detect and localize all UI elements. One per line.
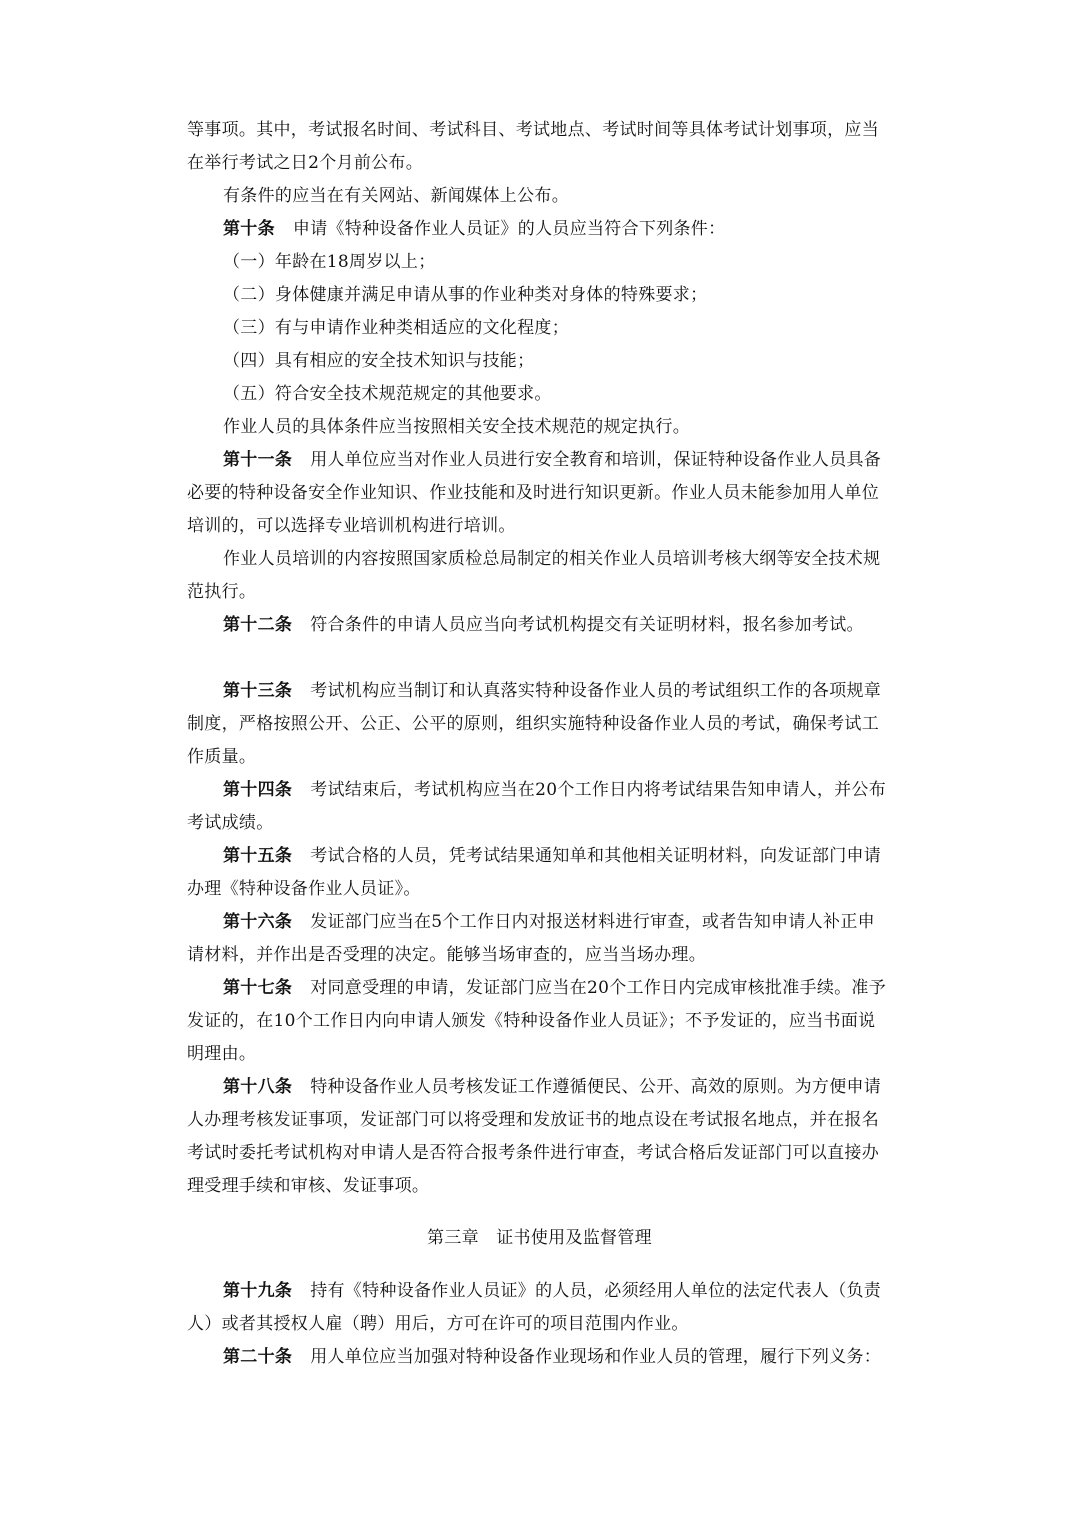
article-11: 第十一条 用人单位应当对作业人员进行安全教育和培训，保证特种设备作业人员具备必要的特种设备安全作业知识、作业技能和及时进行知识更新。作业人员未能参加用人单位培训的，可以选择专业培训机构进行培训。: [187, 450, 882, 536]
article-number: 第十三条: [223, 681, 293, 701]
paragraph-continuation: 等事项。其中，考试报名时间、考试科目、考试地点、考试时间等具体考试计划事项，应当在举行考试之日2个月前公布。: [187, 120, 879, 173]
article-15: 第十五条 考试合格的人员，凭考试结果通知单和其他相关证明材料，向发证部门申请办理《特种设备作业人员证》。: [187, 846, 882, 899]
article-13: 第十三条 考试机构应当制订和认真落实特种设备作业人员的考试组织工作的各项规章制度，严格按照公开、公正、公平的原则，组织实施特种设备作业人员的考试，确保考试工作质量。: [187, 681, 882, 767]
article-number: 第十一条: [223, 450, 293, 470]
list-item: （五）符合安全技术规范规定的其他要求。: [223, 384, 552, 404]
article-number: 第十四条: [223, 780, 293, 800]
article-number: 第十八条: [223, 1077, 293, 1097]
article-16: 第十六条 发证部门应当在5个工作日内对报送材料进行审查，或者告知申请人补正申请材料，并作出是否受理的决定。能够当场审查的，应当当场办理。: [187, 912, 875, 965]
article-19: 第十九条 持有《特种设备作业人员证》的人员，必须经用人单位的法定代表人（负责人）或者其授权人雇（聘）用后，方可在许可的项目范围内作业。: [187, 1281, 882, 1334]
list-item: （三）有与申请作业种类相适应的文化程度；: [223, 318, 569, 338]
article-20: 第二十条 用人单位应当加强对特种设备作业现场和作业人员的管理，履行下列义务：: [223, 1347, 882, 1367]
list-item: （四）具有相应的安全技术知识与技能；: [223, 351, 535, 371]
article-10: 第十条 申请《特种设备作业人员证》的人员应当符合下列条件：: [223, 219, 726, 239]
article-number: 第十二条: [223, 615, 293, 635]
article-17: 第十七条 对同意受理的申请，发证部门应当在20个工作日内完成审核批准手续。准予发证的，在10个工作日内向申请人颁发《特种设备作业人员证》；不予发证的，应当书面说明理由。: [187, 978, 887, 1064]
article-12: 第十二条 符合条件的申请人员应当向考试机构提交有关证明材料，报名参加考试。: [223, 615, 864, 635]
article-number: 第十五条: [223, 846, 293, 866]
chapter-heading: 第三章 证书使用及监督管理: [427, 1228, 652, 1248]
article-number: 第十条: [223, 219, 275, 239]
article-number: 第二十条: [223, 1347, 293, 1367]
list-item: （一）年龄在18周岁以上；: [223, 252, 436, 272]
article-number: 第十六条: [223, 912, 293, 932]
paragraph: 作业人员的具体条件应当按照相关安全技术规范的规定执行。: [223, 417, 691, 437]
paragraph: 作业人员培训的内容按照国家质检总局制定的相关作业人员培训考核大纲等安全技术规范执行。: [187, 549, 881, 602]
article-number: 第十九条: [223, 1281, 293, 1301]
article-number: 第十七条: [223, 978, 293, 998]
article-18: 第十八条 特种设备作业人员考核发证工作遵循便民、公开、高效的原则。为方便申请人办理考核发证事项，发证部门可以将受理和发放证书的地点设在考试报名地点，并在报名考试时委托考试机构对申请人是否符合报考条件进行审查，考试合格后发证部门可以直接办理受理手续和审核、发证事项。: [187, 1077, 882, 1196]
article-14: 第十四条 考试结束后，考试机构应当在20个工作日内将考试结果告知申请人，并公布考试成绩。: [187, 780, 887, 833]
paragraph: 有条件的应当在有关网站、新闻媒体上公布。: [223, 186, 569, 206]
list-item: （二）身体健康并满足申请从事的作业种类对身体的特殊要求；: [223, 285, 708, 305]
